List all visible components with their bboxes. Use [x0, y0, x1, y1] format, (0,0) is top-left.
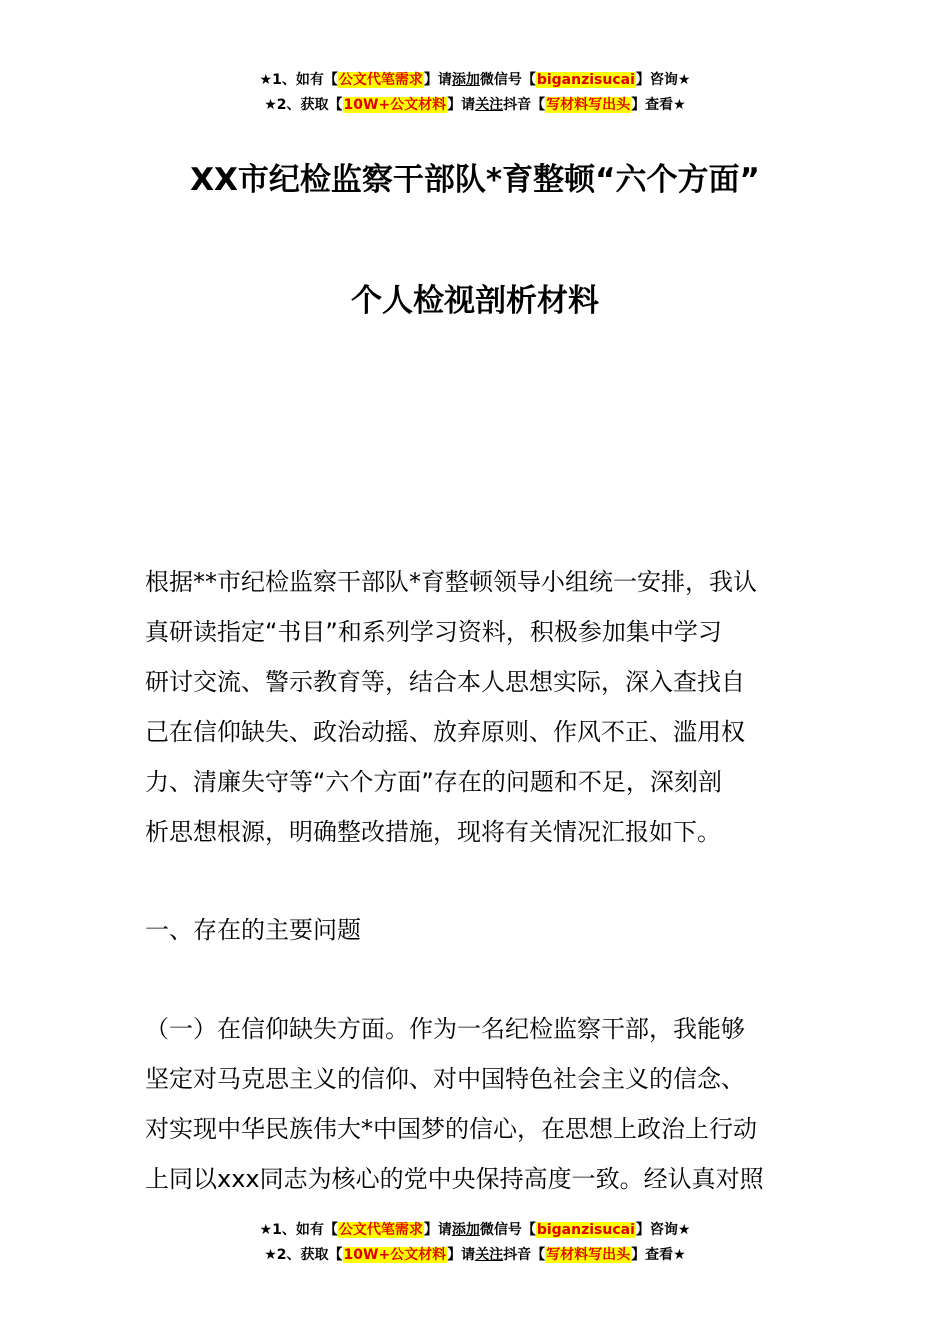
header-banner — [0, 68, 950, 118]
banner-text: 】请 — [447, 1247, 476, 1263]
banner-text: 微信号【 — [479, 72, 536, 88]
banner-highlight: 公文代笔需求 — [338, 1222, 423, 1238]
banner-text: 】咨询★ — [635, 1222, 691, 1238]
text-line: 力、清廉失守等“六个方面”存在的问题和不足，深刻剖 — [145, 768, 722, 796]
banner-text: 抖音【 — [503, 1247, 546, 1263]
banner-text: ★2、获取【 — [264, 97, 343, 113]
banner-highlight: 公文代笔需求 — [338, 72, 423, 88]
text-line: 己在信仰缺失、政治动摇、放弃原则、作风不正、滥用权 — [145, 718, 745, 746]
banner-text: 】查看★ — [631, 1247, 686, 1263]
banner-wechat-id: biganzisucai — [536, 72, 635, 88]
text-line: 根据**市纪检监察干部队*育整顿领导小组统一安排，我认 — [145, 568, 757, 596]
banner-text: ★1、如有【 — [259, 1222, 338, 1238]
banner-douyin-id: 写材料写出头 — [546, 97, 631, 113]
document-title-line-2: 个人检视剖析材料 — [351, 283, 599, 319]
banner-line-1 — [0, 1218, 950, 1243]
banner-underlined-text: 关注 — [475, 97, 504, 113]
text-line: 真研读指定“书目”和系列学习资料，积极参加集中学习 — [145, 618, 722, 646]
item-1-paragraph — [145, 1004, 810, 1204]
text-line: 上同以xxx同志为核心的党中央保持高度一致。经认真对照 — [145, 1165, 764, 1193]
banner-highlight: 10W+公文材料 — [343, 97, 447, 113]
text-line: 析思想根源，明确整改措施，现将有关情况汇报如下。 — [145, 818, 721, 846]
banner-wechat-id: biganzisucai — [536, 1222, 635, 1238]
banner-text: ★1、如有【 — [259, 72, 338, 88]
text-line: 研讨交流、警示教育等，结合本人思想实际，深入查找自 — [145, 668, 745, 696]
banner-line-2 — [0, 93, 950, 118]
banner-text: 】请 — [423, 72, 452, 88]
footer-banner — [0, 1218, 950, 1268]
banner-text: 微信号【 — [479, 1222, 536, 1238]
banner-underlined-text: 添加 — [451, 72, 480, 88]
banner-text: 】咨询★ — [635, 72, 691, 88]
banner-text: 】请 — [423, 1222, 452, 1238]
intro-paragraph — [145, 557, 810, 857]
document-title-line-1: XX市纪检监察干部队*育整顿“六个方面” — [190, 162, 760, 198]
banner-text: 抖音【 — [503, 97, 546, 113]
banner-highlight: 10W+公文材料 — [343, 1247, 447, 1263]
banner-douyin-id: 写材料写出头 — [546, 1247, 631, 1263]
text-line: （一）在信仰缺失方面。作为一名纪检监察干部，我能够 — [145, 1015, 745, 1043]
text-line: 坚定对马克思主义的信仰、对中国特色社会主义的信念、 — [145, 1065, 745, 1093]
section-heading: 一、存在的主要问题 — [145, 916, 361, 944]
banner-text: 】查看★ — [631, 97, 686, 113]
banner-underlined-text: 关注 — [475, 1247, 504, 1263]
banner-text: ★2、获取【 — [264, 1247, 343, 1263]
text-line: 对实现中华民族伟大*中国梦的信心，在思想上政治上行动 — [145, 1115, 757, 1143]
banner-line-1 — [0, 68, 950, 93]
banner-underlined-text: 添加 — [451, 1222, 480, 1238]
banner-text: 】请 — [447, 97, 476, 113]
banner-line-2 — [0, 1243, 950, 1268]
